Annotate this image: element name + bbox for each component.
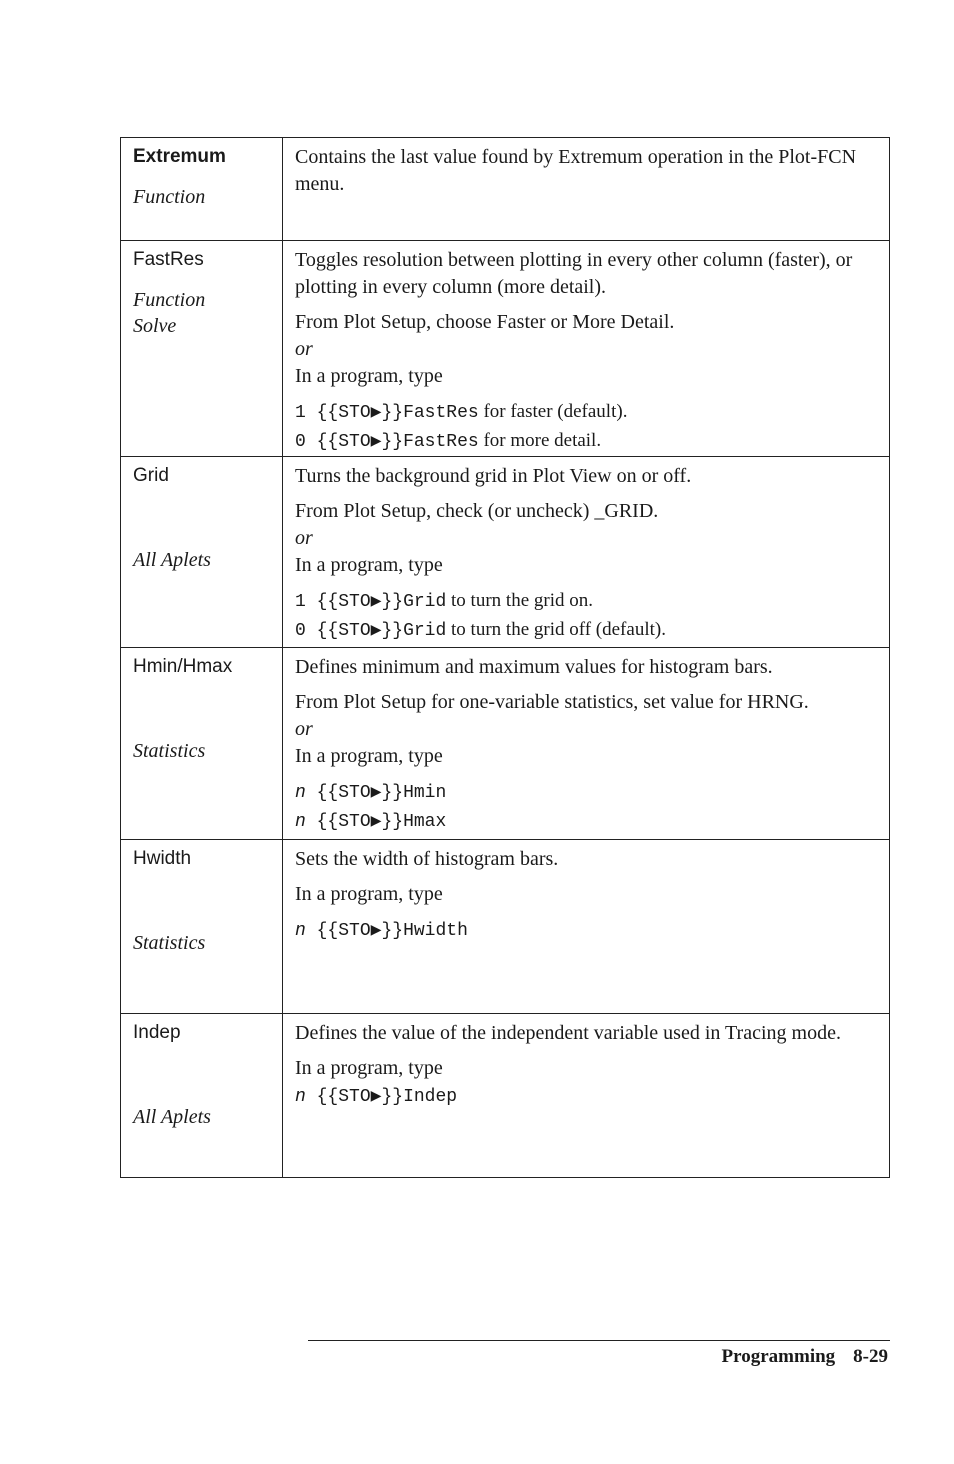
aplet-name: All Aplets — [133, 549, 211, 571]
aplet-name: Solve — [133, 315, 177, 337]
program-text: In a program, type — [295, 365, 443, 387]
variable-name: Grid — [133, 465, 169, 486]
aplet-name: Statistics — [133, 740, 206, 762]
code-line: 0 {{STO▶}}FastRes for more detail. — [295, 430, 602, 452]
description-text: Sets the width of histogram bars. — [295, 848, 559, 870]
variables-table — [120, 137, 890, 1178]
variable-cell — [121, 1014, 283, 1177]
description-cell — [283, 457, 889, 655]
or-text: or — [295, 527, 313, 549]
table-row — [120, 1014, 890, 1178]
code-line: 0 {{STO▶}}Grid to turn the grid off (default). — [295, 619, 666, 641]
page-footer — [722, 1346, 888, 1368]
description-text: Contains the last value found by Extremum operation in the Plot-FCN menu. — [295, 146, 857, 195]
aplet-name: Function — [133, 186, 206, 208]
or-text: or — [295, 718, 313, 740]
setup-text: From Plot Setup, check (or uncheck) _GRID. — [295, 500, 659, 522]
variable-cell — [121, 840, 283, 1013]
variable-cell — [121, 648, 283, 839]
table-row — [120, 457, 890, 648]
description-text: Defines the value of the independent variable used in Tracing mode. — [295, 1022, 841, 1044]
section-title: Programming — [721, 1346, 836, 1367]
program-text: In a program, type — [295, 883, 443, 905]
description-cell — [283, 138, 889, 216]
code-line: n {{STO▶}}Hwidth — [295, 921, 468, 941]
footer-rule — [308, 1340, 890, 1341]
aplet-name: Function — [133, 289, 206, 311]
description-cell — [283, 840, 889, 955]
code-line: 1 {{STO▶}}FastRes for faster (default). — [295, 401, 628, 423]
description-cell — [283, 648, 889, 846]
program-text: In a program, type — [295, 554, 443, 576]
or-text: or — [295, 338, 313, 360]
table-row — [120, 840, 890, 1014]
variable-name: Extremum — [133, 146, 226, 167]
table-row — [120, 137, 890, 241]
setup-text: From Plot Setup, choose Faster or More Detail. — [295, 311, 675, 333]
code-line: n {{STO▶}}Indep — [295, 1087, 458, 1107]
setup-text: From Plot Setup for one-variable statistics, set value for HRNG. — [295, 691, 809, 713]
description-text: Turns the background grid in Plot View on or off. — [295, 465, 692, 487]
variable-cell — [121, 457, 283, 647]
code-line: n {{STO▶}}Hmax — [295, 812, 447, 832]
variable-name: Indep — [133, 1022, 181, 1043]
variable-name: Hwidth — [133, 848, 192, 869]
table-row — [120, 241, 890, 457]
aplet-name: Statistics — [133, 932, 206, 954]
code-line: 1 {{STO▶}}Grid to turn the grid on. — [295, 590, 593, 612]
variable-cell — [121, 138, 283, 240]
program-text: In a program, type — [295, 1057, 443, 1079]
variable-cell — [121, 241, 283, 456]
page-number: 8-29 — [853, 1346, 888, 1367]
variable-name: Hmin/Hmax — [133, 656, 233, 677]
description-cell — [283, 241, 889, 466]
aplet-name: All Aplets — [133, 1106, 211, 1128]
description-text: Toggles resolution between plotting in every other column (faster), or plotting in every column (more detail). — [295, 249, 853, 298]
table-row — [120, 648, 890, 840]
variable-name: FastRes — [133, 249, 204, 270]
description-text: Defines minimum and maximum values for histogram bars. — [295, 656, 773, 678]
program-text: In a program, type — [295, 745, 443, 767]
description-cell — [283, 1014, 889, 1121]
code-line: n {{STO▶}}Hmin — [295, 783, 447, 803]
